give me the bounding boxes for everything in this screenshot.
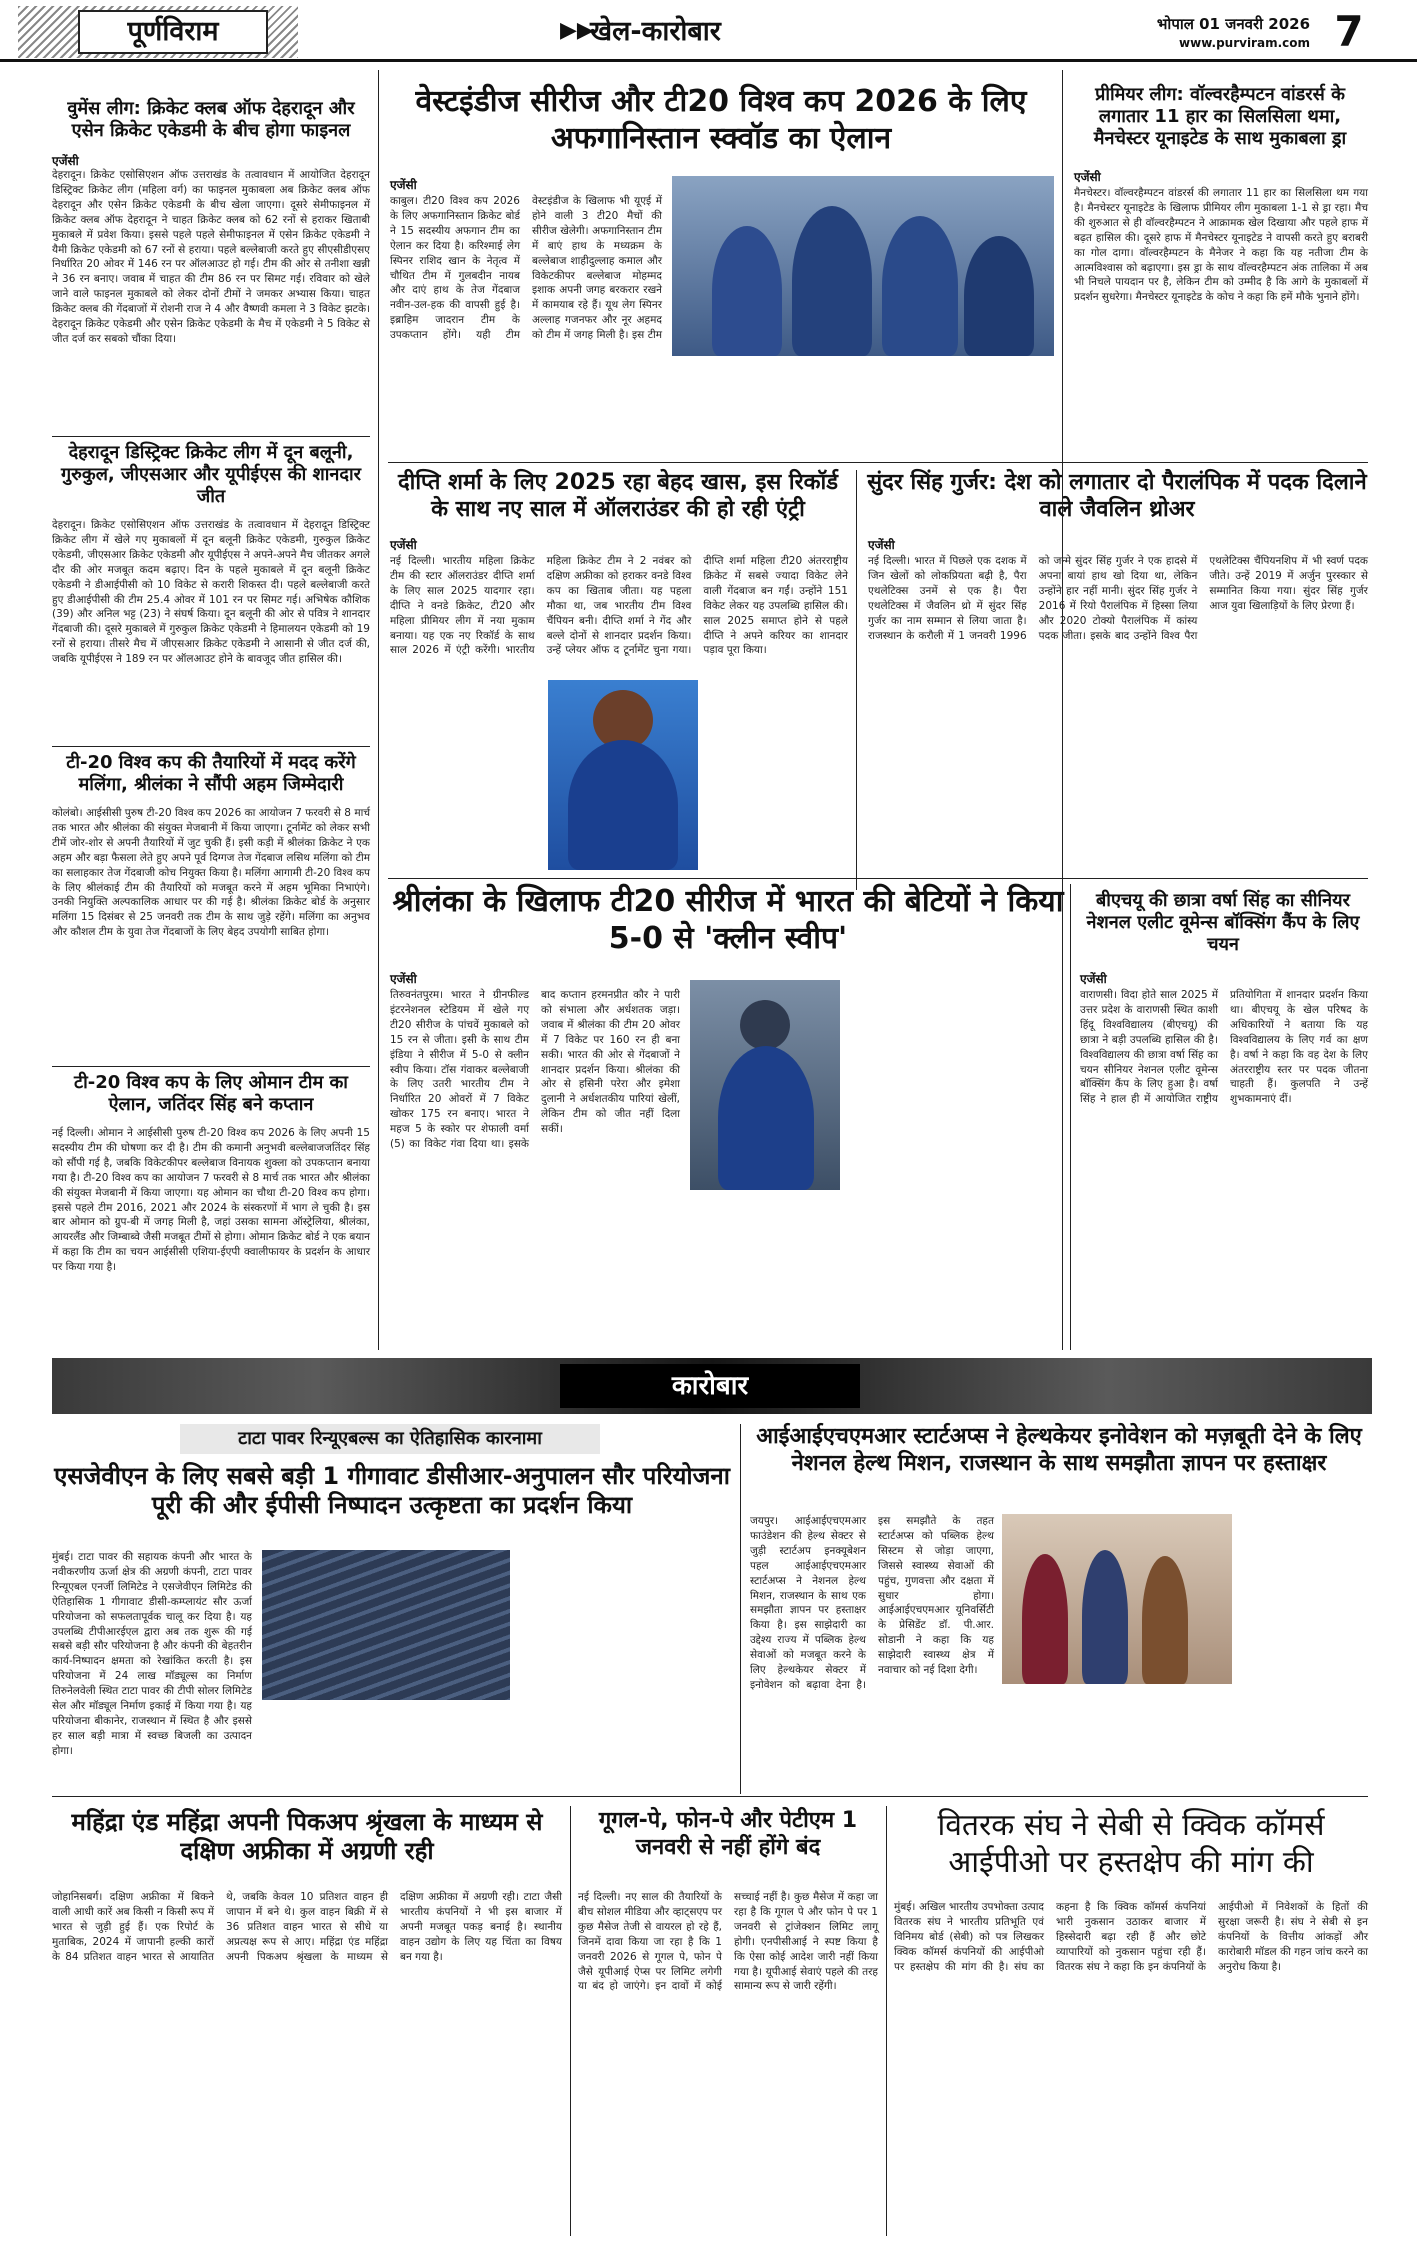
headline-a6: प्रीमियर लीग: वॉल्वरहैम्पटन वांडरर्स के लगातार 11 हार का सिलसिला थमा, मैनचेस्टर यूनाइटेड के साथ मुकाबला ड्रा [1093,84,1347,149]
afghanistan-team-photo [672,176,1054,356]
headline-a9: बीएचयू की छात्रा वर्षा सिंह का सीनियर नेशनल एलीट वूमेन्स बॉक्सिंग कैंप के लिए चयन [1086,890,1360,955]
headline-a11: एसजेवीएन के लिए सबसे बड़ी 1 गीगावाट डीसीआर-अनुपालन सौर परियोजना पूरी की और ईपीसी निष्पादन उत्कृष्टता का प्रदर्शन किया [54,1462,730,1520]
headline-a10: श्रीलंका के खिलाफ टी20 सीरीज में भारत की बेटियों ने किया 5-0 से 'क्लीन स्वीप' [392,884,1064,956]
section-title: खेल-कारोबार [590,16,721,47]
body-a1: देहरादून। क्रिकेट एसोसिएशन ऑफ उत्तराखंड के तत्वावधान में आयोजित देहरादून डिस्ट्रिक्ट क्रिकेट लीग (महिला वर्ग) का फाइनल मुकाबला अब क्रिकेट क्लब ऑफ देहरादून और एसेन क्रिकेट एकेडमी के बीच खेला जाएगा। दूसरे सेमीफाइनल में क्रिकेट क्लब ऑफ देहरादून ने चाहत क्रिकेट क्लब को 62 रनों से हराकर खिताबी मुकाबले में प्रवेश किया। इससे पहले पहले सेमीफाइनल में एसेन क्रिकेट एकेडमी ने यैमी क्रिकेट एकेडमी को 67 रनों से हराया। पहले बल्लेबाजी करते हुए सीएसीडीएसए निर्धारित 20 ओवर में 146 रन पर ऑलआउट हो गई। टीम की ओर से तनीशा खन्नी ने 36 रन बनाए। जवाब में चाहत की टीम 86 रन पर सिमट गई। रविवार को खेले जाने वाले फाइनल मुकाबले को लेकर दोनों टीमों ने जमकर अभ्यास किया। चाहत क्रिकेट क्लब की गेंदबाजों में रोशनी राज ने 4 और वैष्णवी कमला ने 3 विकेट झटके। देहरादून क्रिकेट एकेडमी और एसेन क्रिकेट एकेडमी के मैच में एकेडमी ने 5 विकेट से जीत दर्ज कर सबको चौंका दिया। [52,169,370,345]
solar-farm-photo [262,1550,510,1700]
dateline: भोपाल 01 जनवरी 2026 [1156,15,1310,33]
byline-a9: एजेंसी [1080,972,1107,986]
byline-a8: एजेंसी [868,538,895,552]
headline-a12: आईआईएचएमआर स्टार्टअप्स ने हेल्थकेयर इनोवेशन को मज़बूती देने के लिए नेशनल हेल्थ मिशन, राजस्थान के साथ समझौता ज्ञापन पर हस्ताक्षर [756,1424,1362,1476]
body-a7-left [390,684,540,870]
headline-a3: टी-20 विश्व कप की तैयारियों में मदद करेंगे मलिंगा, श्रीलंका ने सौंपी अहम जिम्मेदारी [66,752,356,795]
body-a6: मैनचेस्टर। वॉल्वरहैम्पटन वांडरर्स की लगातार 11 हार का सिलसिला थम गया है। मैनचेस्टर यूनाइटेड के खिलाफ प्रीमियर लीग मुकाबला 1-1 से ड्रा रहा। मैच की शुरुआत से ही वॉल्वरहैम्पटन ने आक्रामक खेल दिखाया और पहले हाफ में बढ़त हासिल की। दूसरे हाफ में मैनचेस्टर यूनाइटेड ने वापसी करते हुए बराबरी का गोल दागा। वॉल्वरहैम्पटन के मैनेजर ने कहा कि यह नतीजा टीम के आत्मविश्वास को बढ़ाएगा। इस ड्रा के साथ वॉल्वरहैम्पटन अंक तालिका में अब भी निचले पायदान पर है, लेकिन टीम को उम्मीद है कि आगे के मुकाबलों में प्रदर्शन सुधरेगा। मैनचेस्टर यूनाइटेड के कोच ने कहा कि हमें मौके भुनाने होंगे। [1074,187,1368,304]
body-a7: नई दिल्ली। भारतीय महिला क्रिकेट टीम की स्टार ऑलराउंडर दीप्ति शर्मा के लिए साल 2025 यादगार रहा। दीप्ति ने वनडे क्रिकेट, टी20 और महिला प्रीमियर लीग में नया मुकाम बनाया। यह एक नए रिकॉर्ड के साथ साल 2026 में एंट्री करेंगी। भारतीय महिला क्रिकेट टीम ने 2 नवंबर को दक्षिण अफ्रीका को हराकर वनडे विश्व कप का खिताब जीता। यह पहला मौका था, जब भारतीय टीम विश्व चैंपियन बनी। दीप्ति शर्मा ने गेंद और बल्ले दोनों से शानदार प्रदर्शन किया। उन्हें प्लेयर ऑफ द टूर्नामेंट चुना गया। दीप्ति शर्मा महिला टी20 अंतरराष्ट्रीय क्रिकेट में सबसे ज्यादा विकेट लेने वाली गेंदबाज बन गईं। उन्होंने 151 विकेट लेकर यह उपलब्धि हासिल की। साल 2025 समाप्त होने से पहले दीप्ति ने अपने करियर का शानदार पड़ाव पूरा किया। [390,555,848,657]
body-a11-lower [262,1706,510,1786]
headline-a7: दीप्ति शर्मा के लिए 2025 रहा बेहद खास, इस रिकॉर्ड के साथ नए साल में ऑलराउंडर की हो रही एंट्री [397,470,838,522]
headline-a13: महिंद्रा एंड महिंद्रा अपनी पिकअप श्रृंखला के माध्यम से दक्षिण अफ्रीका में अग्रणी रही [71,1808,543,1866]
divider [52,1066,370,1067]
page-number: 7 [1318,6,1380,58]
column-divider [856,470,857,890]
headline-a8: सुंदर सिंह गुर्जर: देश को लगातार दो पैरालंपिक में पदक दिलाने वाले जैवलिन थ्रोअर [867,470,1367,522]
banner-label: कारोबार [560,1364,860,1408]
headline-a5: वेस्टइंडीज सीरीज और टी20 विश्व कप 2026 के लिए अफगानिस्तान स्क्वॉड का ऐलान [415,84,1027,156]
body-a10-right [848,970,1062,1342]
brand-logo: पूर्णविराम [78,10,268,54]
headline-a1: वुमेंस लीग: क्रिकेट क्लब ऑफ देहरादून और एसेन क्रिकेट एकेडमी के बीच होगा फाइनल [67,98,355,141]
byline-a10: एजेंसी [390,972,417,986]
byline-a6: एजेंसी [1074,170,1101,184]
body-a14: नई दिल्ली। नए साल की तैयारियों के बीच सोशल मीडिया और व्हाट्सएप पर कुछ मैसेज तेजी से वायरल हो रहे हैं, जिनमें दावा किया जा रहा है कि 1 जनवरी 2026 से गूगल पे, फोन पे जैसे यूपीआई ऐप्स पर लिमिट लगेगी या बंद हो जाएंगे। इन दावों में कोई सच्चाई नहीं है। कुछ मैसेज में कहा जा रहा है कि गूगल पे और फोन पे पर 1 जनवरी से ट्रांजेक्शन लिमिट लागू होगी। एनपीसीआई ने स्पष्ट किया है कि ऐसा कोई आदेश जारी नहीं किया गया है। यूपीआई सेवाएं पहले की तरह सामान्य रूप से जारी रहेंगी। [578,1891,878,1993]
byline-a1: एजेंसी [52,154,79,168]
divider [388,878,1368,879]
deepti-sharma-photo [548,680,698,870]
body-a12-lower [1002,1690,1232,1786]
divider [52,746,370,747]
cricketer-photo [690,980,840,1190]
body-a2: देहरादून। क्रिकेट एसोसिएशन ऑफ उत्तराखंड के तत्वावधान में देहरादून डिस्ट्रिक्ट क्रिकेट लीग में खेले गए मुकाबलों में दून बलूनी क्रिकेट एकेडमी, गुरुकुल क्रिकेट एकेडमी, जीएसआर क्रिकेट एकेडमी और यूपीईएस ने अपने-अपने मैच जीतकर अगले दौर की ओर मजबूत कदम बढ़ाए। दिन के पहले मुकाबले में दून बलूनी क्रिकेट एकेडमी ने डीआईपीसी को 10 विकेट से करारी शिकस्त दी। पहले बल्लेबाजी करते हुए डीआईपीसी की टीम 25.4 ओवर में 101 रन पर सिमट गई। अभिषेक कौशिक (39) और अनिल भट्ट (23) ने संघर्ष किया। दून बलूनी की ओर से पवित्र ने शानदार गेंदबाजी की। दूसरे मुकाबले में गुरुकुल क्रिकेट एकेडमी ने हिमालयन एकेडमी को 19 रनों से हराया। तीसरे मैच में जीएसआर क्रिकेट एकेडमी ने आसानी से जीत दर्ज की, जबकि यूपीईएस ने 189 रन पर ऑलआउट होने के बावजूद जीत हासिल की। [52,519,370,666]
column-divider [570,1806,571,2236]
body-a8: नई दिल्ली। भारत में पिछले एक दशक में जिन खेलों को लोकप्रियता बढ़ी है, पैरा एथलेटिक्स उनमें से एक है। पैरा एथलेटिक्स में जैवलिन थ्रो में सुंदर सिंह गुर्जर का नाम सम्मान से लिया जाता है। राजस्थान के करौली में 1 जनवरी 1996 को जन्मे सुंदर सिंह गुर्जर ने एक हादसे में अपना बायां हाथ खो दिया था, लेकिन उन्होंने हार नहीं मानी। सुंदर सिंह गुर्जर ने 2016 में रियो पैरालंपिक में हिस्सा लिया और 2020 टोक्यो पैरालंपिक में कांस्य पदक जीता। इसके बाद उन्होंने विश्व पैरा एथलेटिक्स चैंपियनशिप में भी स्वर्ण पदक जीते। उन्हें 2019 में अर्जुन पुरस्कार से सम्मानित किया गया। सुंदर सिंह गुर्जर आज युवा खिलाड़ियों के लिए प्रेरणा हैं। [868,555,1368,642]
body-a10: तिरुवनंतपुरम। भारत ने ग्रीनफील्ड इंटरनेशनल स्टेडियम में खेले गए टी20 सीरीज के पांचवें मुकाबले को 15 रन से जीता। इसी के साथ टीम इंडिया ने सीरीज में 5-0 से क्लीन स्वीप किया। टॉस गंवाकर बल्लेबाजी के लिए उतरी भारतीय टीम ने निर्धारित 20 ओवरों में 7 विकेट खोकर 175 रन बनाए। भारत ने महज 5 के स्कोर पर शेफाली वर्मा (5) का विकेट गंवा दिया था। इसके बाद कप्तान हरमनप्रीत कौर ने पारी को संभाला और अर्धशतक जड़ा। जवाब में श्रीलंका की टीम 20 ओवर में 7 विकेट पर 160 रन ही बना सकी। भारत की ओर से गेंदबाजों ने शानदार प्रदर्शन किया। श्रीलंका की ओर से हसिनी परेरा और इमेशा दुलानी ने अर्धशतकीय पारियां खेलीं, लेकिन टीम को जीत नहीं दिला सकीं। [390,989,680,1151]
headline-a4: टी-20 विश्व कप के लिए ओमान टीम का ऐलान, जतिंदर सिंह बने कप्तान [74,1072,348,1115]
headline-a2: देहरादून डिस्ट्रिक्ट क्रिकेट लीग में दून बलूनी, गुरुकुल, जीएसआर और यूपीईएस की शानदार जीत [60,442,361,507]
body-a12-right [1240,1514,1368,1786]
headline-a15: वितरक संघ ने सेबी से क्विक कॉमर्स आईपीओ पर हस्तक्षेप की मांग की [937,1808,1325,1880]
body-a12: जयपुर। आईआईएचएमआर फाउंडेशन की हेल्थ सेक्टर से जुड़ी स्टार्टअप इनक्यूबेशन पहल आईआईएचएमआर स्टार्टअप्स ने नेशनल हेल्थ मिशन, राजस्थान के साथ एक समझौता ज्ञापन पर हस्ताक्षर किया है। इस साझेदारी का उद्देश्य राज्य में पब्लिक हेल्थ सेवाओं को मजबूत करने के लिए हेल्थकेयर सेक्टर में इनोवेशन को बढ़ावा देना है। इस समझौते के तहत स्टार्टअप्स को पब्लिक हेल्थ सिस्टम से जोड़ा जाएगा, जिससे स्वास्थ्य सेवाओं की पहुंच, गुणवत्ता और दक्षता में सुधार होगा। आईआईएचएमआर यूनिवर्सिटी के प्रेसिडेंट डॉ. पी.आर. सोडानी ने कहा कि यह साझेदारी स्वास्थ्य क्षेत्र में नवाचार को नई दिशा देगी। [750,1515,994,1691]
kicker-a11: टाटा पावर रिन्यूएबल्स का ऐतिहासिक कारनामा [180,1424,600,1454]
column-divider [886,1806,887,2236]
headline-a14: गूगल-पे, फोन-पे और पेटीएम 1 जनवरी से नहीं होंगे बंद [598,1808,858,1860]
body-a4: नई दिल्ली। ओमान ने आईसीसी पुरुष टी-20 विश्व कप 2026 के लिए अपनी 15 सदस्यीय टीम की घोषणा कर दी है। टीम की कमानी अनुभवी बल्लेबाजजतिंदर सिंह को सौंपी गई है, जबकि विकेटकीपर बल्लेबाज विनायक शुक्ला को उपकप्तान बनाया गया है। टी-20 विश्व कप का आयोजन 7 फरवरी से 8 मार्च तक भारत और श्रीलंका की संयुक्त मेजबानी में किया जाएगा। यह ओमान का चौथा टी-20 विश्व कप होगा। इससे पहले टीम 2016, 2021 और 2024 के संस्करणों में भाग ले चुकी है। इस बार ओमान को ग्रुप-बी में जगह मिली है, जहां उसका सामना ऑस्ट्रेलिया, श्रीलंका, आयरलैंड और जिम्बाब्वे जैसी मजबूत टीमों से होगा। ओमान क्रिकेट बोर्ड ने एक बयान में कहा कि टीम का चयन आईसीसी एशिया-ईएपी क्वालीफायर के प्रदर्शन के आधार पर किया गया है। [52,1127,370,1274]
column-divider [740,1424,741,1794]
body-a7-right [706,684,848,870]
body-a15: मुंबई। अखिल भारतीय उपभोक्ता उत्पाद वितरक संघ ने भारतीय प्रतिभूति एवं विनिमय बोर्ड (सेबी) को पत्र लिखकर क्विक कॉमर्स कंपनियों की आईपीओ पर हस्तक्षेप की मांग की है। संघ का कहना है कि क्विक कॉमर्स कंपनियां भारी नुकसान उठाकर बाजार में हिस्सेदारी बढ़ा रही हैं और छोटे व्यापारियों को नुकसान पहुंचा रही हैं। वितरक संघ ने कहा कि इन कंपनियों के आईपीओ में निवेशकों के हितों की सुरक्षा जरूरी है। संघ ने सेबी से इन कंपनियों के वित्तीय आंकड़ों और कारोबारी मॉडल की गहन जांच करने का अनुरोध किया है। [894,1901,1368,1973]
body-a9: वाराणसी। विदा होते साल 2025 में उत्तर प्रदेश के वाराणसी स्थित काशी हिंदू विश्वविद्यालय (बीएचयू) की छात्रा ने बड़ी उपलब्धि हासिल की है। विश्वविद्यालय की छात्रा वर्षा सिंह का चयन सीनियर नेशनल एलीट वूमेन्स बॉक्सिंग कैंप के लिए हुआ है। वर्षा सिंह ने हाल ही में आयोजित राष्ट्रीय प्रतियोगिता में शानदार प्रदर्शन किया था। बीएचयू के खेल परिषद के अधिकारियों ने बताया कि यह विश्वविद्यालय के लिए गर्व का क्षण है। वर्षा ने कहा कि वह देश के लिए अंतरराष्ट्रीय स्तर पर पदक जीतना चाहती हैं। कुलपति ने उन्हें शुभकामनाएं दीं। [1080,989,1368,1106]
body-a11-right [520,1550,732,1786]
body-a13: जोहानिसबर्ग। दक्षिण अफ्रीका में बिकने वाली आधी कारें अब किसी न किसी रूप में भारत से जुड़ी हुई हैं। एक रिपोर्ट के मुताबिक, 2024 में जापानी हल्की कारों के 84 प्रतिशत वाहन भारत से आयातित थे, जबकि केवल 10 प्रतिशत वाहन ही जापान में बने थे। कुल वाहन बिक्री में से 36 प्रतिशत वाहन भारत से सीधे या अप्रत्यक्ष रूप से आए। महिंद्रा एंड महिंद्रा अपनी पिकअप श्रृंखला के माध्यम से दक्षिण अफ्रीका में अग्रणी रही। टाटा जैसी भारतीय कंपनियों ने भी इस बाजार में अपनी मजबूत पकड़ बनाई है। स्थानीय वाहन उद्योग के लिए यह चिंता का विषय बन गया है। [52,1891,562,1963]
column-divider [378,70,379,1350]
body-a3: कोलंबो। आईसीसी पुरुष टी-20 विश्व कप 2026 का आयोजन 7 फरवरी से 8 मार्च तक भारत और श्रीलंका की संयुक्त मेजबानी में किया जाएगा। टूर्नामेंट को लेकर सभी टीमें जोर-शोर से अपनी तैयारियों में जुट चुकी हैं। इसी कड़ी में श्रीलंका क्रिकेट ने एक अहम और बड़ा फैसला लेते हुए अपने पूर्व दिग्गज तेज गेंदबाज लसिथ मलिंगा को टीम का सलाहकार तेज गेंदबाजी कोच नियुक्त किया है। मलिंगा आगामी टी-20 विश्व कप के लिए श्रीलंकाई टीम की तैयारियों को मजबूत करने में अहम भूमिका निभाएंगे। उनकी नियुक्ति अल्पकालिक आधार पर की गई है। श्रीलंका क्रिकेट बोर्ड के अनुसार मलिंगा 15 दिसंबर से 25 जनवरी तक टीम के साथ जुड़े रहेंगे। मलिंगा का अनुभव और कौशल टीम के युवा तेज गेंदबाजों के लिए बेहद उपयोगी साबित होगा। [52,807,370,939]
divider [52,1796,1368,1797]
masthead [0,0,1417,62]
column-divider [1070,884,1071,1350]
body-a11: मुंबई। टाटा पावर की सहायक कंपनी और भारत के नवीकरणीय ऊर्जा क्षेत्र की अग्रणी कंपनी, टाटा पावर रिन्यूएबल एनर्जी लिमिटेड ने एसजेवीएन लिमिटेड की ऐतिहासिक 1 गीगावाट डीसी-कम्प्लायंट सौर ऊर्जा परियोजना को सफलतापूर्वक चालू कर दिया है। यह उपलब्धि टीपीआरईएल द्वारा अब तक शुरू की गई सबसे बड़ी सौर परियोजना है और कंपनी की बेहतरीन कार्य-निष्पादन क्षमता को रेखांकित करती है। इस परियोजना में 24 लाख मॉड्यूल्स का निर्माण तिरुनेलवेली स्थित टाटा पावर की टीपी सोलर लिमिटेड सेल और मॉड्यूल निर्माण इकाई में किया गया है। यह परियोजना बीकानेर, राजस्थान में स्थित है और इससे हर साल बड़ी मात्रा में स्वच्छ बिजली का उत्पादन होगा। [52,1551,252,1757]
section-arrow-icon: ▶▶ [560,18,594,43]
divider [388,462,1368,463]
body-a5-continued [390,358,1054,458]
mou-signing-photo [1002,1514,1232,1684]
byline-a5: एजेंसी [390,178,417,192]
divider [52,436,370,437]
website: www.purviram.com [1179,36,1310,50]
body-a5: काबुल। टी20 विश्व कप 2026 के लिए अफगानिस्तान क्रिकेट बोर्ड ने 15 सदस्यीय अफगान टीम का ऐलान कर दिया है। करिश्माई लेग स्पिनर राशिद खान के नेतृत्व में चौथित टीम में गुलबदीन नायब और दाएं हाथ के तेज गेंदबाज नवीन-उल-हक की वापसी हुई है। इब्राहिम जादरान टीम के उपकप्तान होंगे। यही टीम वेस्टइंडीज के खिलाफ भी यूएई में होने वाली 3 टी20 मैचों की सीरीज खेलेगी। अफगानिस्तान टीम में बाएं हाथ के मध्यक्रम के बल्लेबाज शाहीदुल्लाह कमाल और विकेटकीपर बल्लेबाज मोहम्मद इशाक अपनी जगह बरकरार रखने में कामयाब रहे हैं। यूथ लेग स्पिनर अल्लाह गजनफर और नूर अहमद को टीम में जगह मिली है। इस टीम [390,195,662,342]
body-a10-mid [690,1196,840,1342]
byline-a7: एजेंसी [390,538,417,552]
